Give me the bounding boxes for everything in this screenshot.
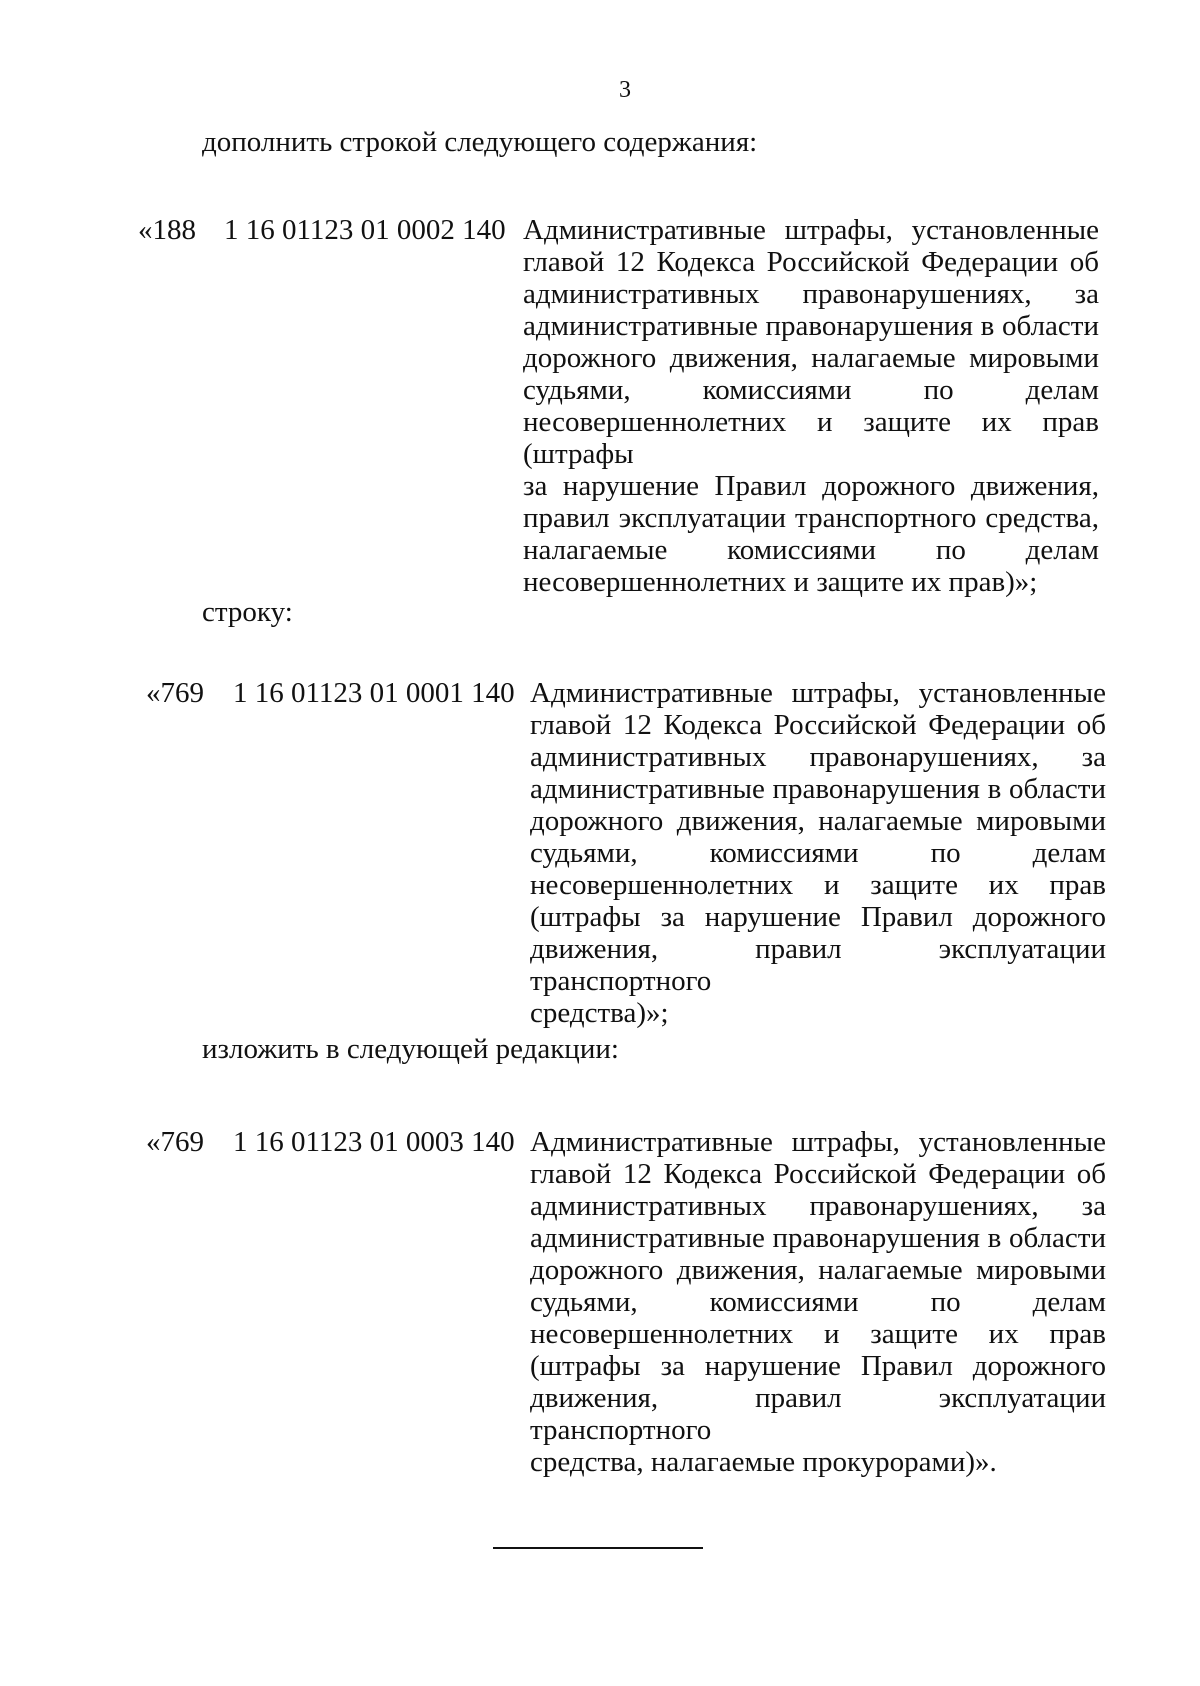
description-line: административные правонарушения в области bbox=[530, 773, 1106, 805]
description-line: движения, правил эксплуатации транспортного bbox=[530, 933, 1106, 997]
description-line: за нарушение Правил дорожного движения, bbox=[523, 470, 1099, 502]
description-line: административных правонарушениях, за bbox=[530, 741, 1106, 773]
description-line: дорожного движения, налагаемые мировыми bbox=[523, 342, 1099, 374]
description-line: административные правонарушения в области bbox=[530, 1222, 1106, 1254]
description-line: административные правонарушения в области bbox=[523, 310, 1099, 342]
admin-code: «769 bbox=[146, 1126, 204, 1158]
description-line: Административные штрафы, установленные bbox=[530, 1126, 1106, 1158]
admin-code: «188 bbox=[138, 214, 196, 246]
description-line: (штрафы за нарушение Правил дорожного bbox=[530, 1350, 1106, 1382]
description-line: правил эксплуатации транспортного средства, bbox=[523, 502, 1099, 534]
description-line: судьями, комиссиями по делам bbox=[530, 1286, 1106, 1318]
description-line: дорожного движения, налагаемые мировыми bbox=[530, 1254, 1106, 1286]
kbk-code: 1 16 01123 01 0003 140 bbox=[233, 1126, 515, 1158]
closing-divider-line bbox=[493, 1547, 703, 1549]
description-line: Административные штрафы, установленные bbox=[523, 214, 1099, 246]
description-line: главой 12 Кодекса Российской Федерации об bbox=[523, 246, 1099, 278]
description-line: несовершеннолетних и защите их прав bbox=[530, 869, 1106, 901]
description-line: несовершеннолетних и защите их прав bbox=[530, 1318, 1106, 1350]
admin-code: «769 bbox=[146, 677, 204, 709]
page-number: 3 bbox=[619, 77, 631, 103]
paragraph-row: строку: bbox=[202, 596, 293, 628]
description-line: дорожного движения, налагаемые мировыми bbox=[530, 805, 1106, 837]
description-line: (штрафы за нарушение Правил дорожного bbox=[530, 901, 1106, 933]
description-line: главой 12 Кодекса Российской Федерации об bbox=[530, 709, 1106, 741]
description-line: административных правонарушениях, за bbox=[523, 278, 1099, 310]
kbk-code: 1 16 01123 01 0002 140 bbox=[224, 214, 506, 246]
kbk-code: 1 16 01123 01 0001 140 bbox=[233, 677, 515, 709]
description-line: средства)»; bbox=[530, 997, 669, 1029]
description-line: главой 12 Кодекса Российской Федерации об bbox=[530, 1158, 1106, 1190]
description-line: Административные штрафы, установленные bbox=[530, 677, 1106, 709]
description-line: несовершеннолетних и защите их прав)»; bbox=[523, 566, 1038, 598]
entry-description bbox=[530, 1126, 1106, 1478]
description-line: административных правонарушениях, за bbox=[530, 1190, 1106, 1222]
entry-description bbox=[523, 214, 1099, 598]
description-line: движения, правил эксплуатации транспортного bbox=[530, 1382, 1106, 1446]
entry-description bbox=[530, 677, 1106, 1029]
paragraph-new-edition: изложить в следующей редакции: bbox=[202, 1033, 619, 1065]
description-line: налагаемые комиссиями по делам bbox=[523, 534, 1099, 566]
description-line: судьями, комиссиями по делам bbox=[523, 374, 1099, 406]
description-line: средства, налагаемые прокурорами)». bbox=[530, 1446, 997, 1478]
description-line: судьями, комиссиями по делам bbox=[530, 837, 1106, 869]
description-line: несовершеннолетних и защите их прав (штрафы bbox=[523, 406, 1099, 470]
intro-paragraph-add-row: дополнить строкой следующего содержания: bbox=[202, 126, 758, 158]
